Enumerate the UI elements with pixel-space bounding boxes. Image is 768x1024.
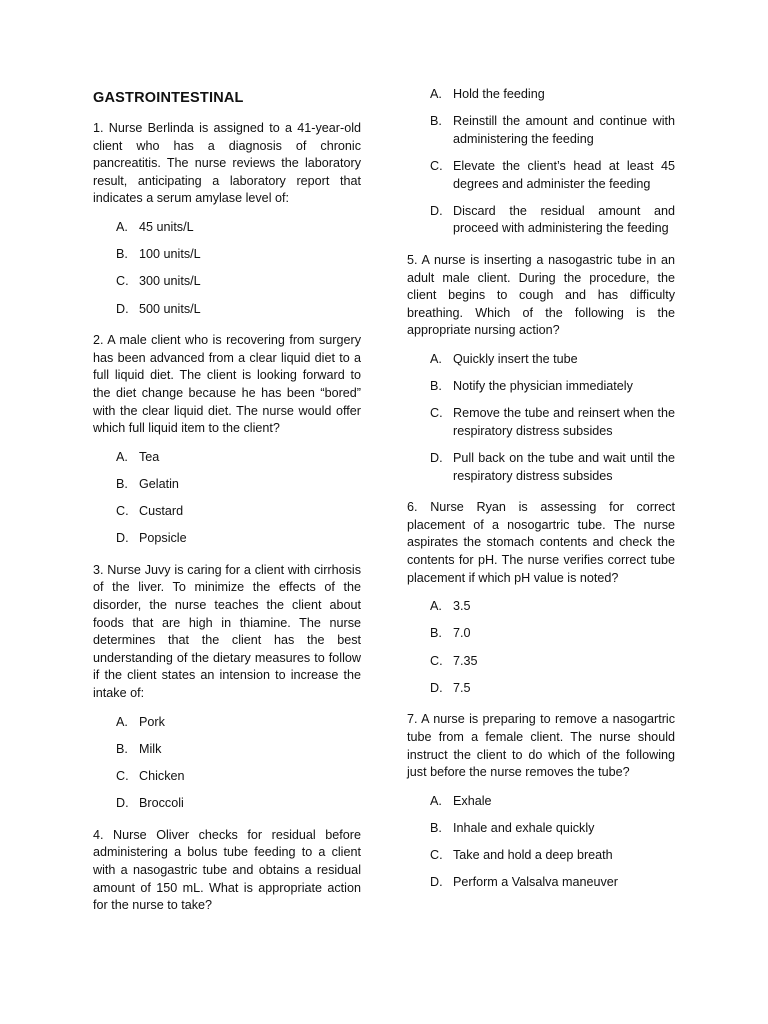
option-text: Elevate the client’s head at least 45 degrees and administer the feeding — [453, 158, 675, 191]
question-4 — [93, 827, 361, 915]
option-b — [116, 246, 361, 264]
question-5 — [407, 252, 675, 485]
option-text: Exhale — [453, 793, 492, 808]
option-letter: A. — [116, 219, 128, 234]
option-letter: D. — [430, 875, 443, 890]
option-text: Perform a Valsalva maneuver — [453, 875, 618, 890]
option-text: 7.35 — [453, 653, 478, 668]
option-b — [116, 741, 361, 759]
option-d — [430, 203, 675, 238]
option-c — [430, 653, 675, 671]
option-text: Tea — [139, 449, 160, 464]
option-text: 3.5 — [453, 599, 471, 614]
option-letter: B. — [116, 476, 128, 491]
question-stem: 6. Nurse Ryan is assessing for correct placement of a nosogartric tube. The nurse aspirates the stomach contents and check the contents for pH. The nurse verifies correct tube placement if which pH value is noted? — [407, 500, 675, 585]
question-2 — [93, 332, 361, 548]
option-letter: A. — [430, 87, 442, 101]
option-letter: D. — [116, 796, 129, 811]
question-3 — [93, 562, 361, 813]
option-text: 500 units/L — [139, 301, 201, 316]
option-d — [116, 530, 361, 548]
option-letter: B. — [430, 626, 442, 641]
question-4-options — [407, 86, 675, 238]
option-letter: C. — [430, 653, 443, 668]
option-text: Popsicle — [139, 531, 187, 546]
option-text: 100 units/L — [139, 247, 201, 262]
answer-options — [407, 598, 675, 697]
option-b — [430, 625, 675, 643]
option-letter: A. — [430, 793, 442, 808]
option-letter: D. — [116, 531, 129, 546]
option-letter: D. — [430, 680, 443, 695]
question-stem: 3. Nurse Juvy is caring for a client with cirrhosis of the liver. To minimize the effects of the disorder, the nurse teaches the client about foods that are high in thiamine. The nurse determines that the client has the best understanding of the dietary measures to follow if the client states an intension to increase the intake of: — [93, 562, 361, 700]
option-b — [430, 378, 675, 396]
answer-options — [407, 86, 675, 238]
option-letter: C. — [116, 504, 129, 519]
option-text: Hold the feeding — [453, 87, 545, 101]
option-letter: A. — [430, 599, 442, 614]
option-text: Chicken — [139, 768, 185, 783]
option-c — [116, 503, 361, 521]
option-letter: B. — [430, 379, 442, 394]
option-letter: D. — [116, 301, 129, 316]
option-text: Notify the physician immediately — [453, 379, 633, 394]
option-letter: B. — [430, 820, 442, 835]
option-letter: B. — [116, 741, 128, 756]
answer-options — [407, 351, 675, 485]
option-letter: A. — [430, 351, 442, 366]
option-a — [116, 219, 361, 237]
option-letter: C. — [430, 406, 443, 421]
question-stem: 2. A male client who is recovering from surgery has been advanced from a clear liquid diet to a full liquid diet. The client is looking forward to the diet change because he has been “bored” with the clear liquid diet. The nurse would offer which full liquid item to the client? — [93, 333, 361, 436]
option-a — [116, 714, 361, 732]
option-letter: B. — [116, 247, 128, 262]
option-b — [430, 820, 675, 838]
option-c — [430, 405, 675, 440]
option-a — [430, 351, 675, 369]
answer-options — [93, 449, 361, 548]
option-b — [116, 476, 361, 494]
option-letter: C. — [116, 274, 129, 289]
option-text: Take and hold a deep breath — [453, 848, 613, 863]
right-column — [407, 86, 675, 906]
option-d — [116, 795, 361, 813]
option-a — [430, 598, 675, 616]
option-text: 45 units/L — [139, 219, 194, 234]
option-text: Inhale and exhale quickly — [453, 820, 595, 835]
option-text: Custard — [139, 504, 184, 519]
left-column — [93, 88, 361, 929]
option-c — [116, 273, 361, 291]
option-letter: C. — [116, 768, 129, 783]
option-text: Remove the tube and reinsert when the respiratory distress subsides — [453, 406, 675, 438]
option-text: Reinstill the amount and continue with administering the feeding — [453, 114, 675, 146]
option-d — [430, 450, 675, 485]
option-text: Quickly insert the tube — [453, 351, 578, 366]
option-c — [430, 847, 675, 865]
option-d — [116, 301, 361, 319]
option-letter: B. — [430, 114, 442, 129]
option-letter: C. — [430, 158, 443, 173]
option-text: Milk — [139, 741, 162, 756]
answer-options — [407, 793, 675, 892]
option-a — [430, 793, 675, 811]
option-text: Pull back on the tube and wait until the respiratory distress subsides — [453, 451, 675, 483]
option-letter: C. — [430, 848, 443, 863]
option-c — [116, 768, 361, 786]
option-text: 300 units/L — [139, 274, 201, 289]
question-7 — [407, 711, 675, 892]
option-d — [430, 680, 675, 698]
option-letter: A. — [116, 714, 128, 729]
question-1 — [93, 120, 361, 318]
question-stem: 7. A nurse is preparing to remove a nasogartric tube from a female client. The nurse should instruct the client to do which of the following just before the nurse removes the tube? — [407, 712, 675, 780]
page-title: GASTROINTESTINAL — [93, 90, 244, 106]
answer-options — [93, 714, 361, 813]
option-letter: D. — [430, 451, 443, 466]
option-letter: D. — [430, 203, 443, 218]
option-c — [430, 158, 675, 193]
option-b — [430, 113, 675, 148]
option-text: 7.0 — [453, 626, 471, 641]
option-text: Broccoli — [139, 796, 184, 811]
option-d — [430, 874, 675, 892]
option-a — [430, 86, 675, 104]
answer-options — [93, 219, 361, 318]
option-text: Pork — [139, 714, 165, 729]
option-text: Discard the residual amount and proceed with administering the feeding — [453, 203, 675, 236]
question-stem: 5. A nurse is inserting a nasogastric tube in an adult male client. During the procedure, the client begins to cough and has difficulty breathing. Which of the following is the appropriate nursing action? — [407, 252, 675, 338]
question-6 — [407, 499, 675, 697]
question-stem: 4. Nurse Oliver checks for residual before administering a bolus tube feeding to a client with a nasogastric tube and obtains a residual amount of 150 mL. What is appropriate action for the nurse to take? — [93, 827, 361, 913]
option-a — [116, 449, 361, 467]
option-text: Gelatin — [139, 476, 179, 491]
option-letter: A. — [116, 449, 128, 464]
option-text: 7.5 — [453, 680, 471, 695]
question-stem: 1. Nurse Berlinda is assigned to a 41-year-old client who has a diagnosis of chronic pancreatitis. The nurse reviews the laboratory result, anticipating a laboratory report that indicates a serum amylase level of: — [93, 121, 361, 206]
